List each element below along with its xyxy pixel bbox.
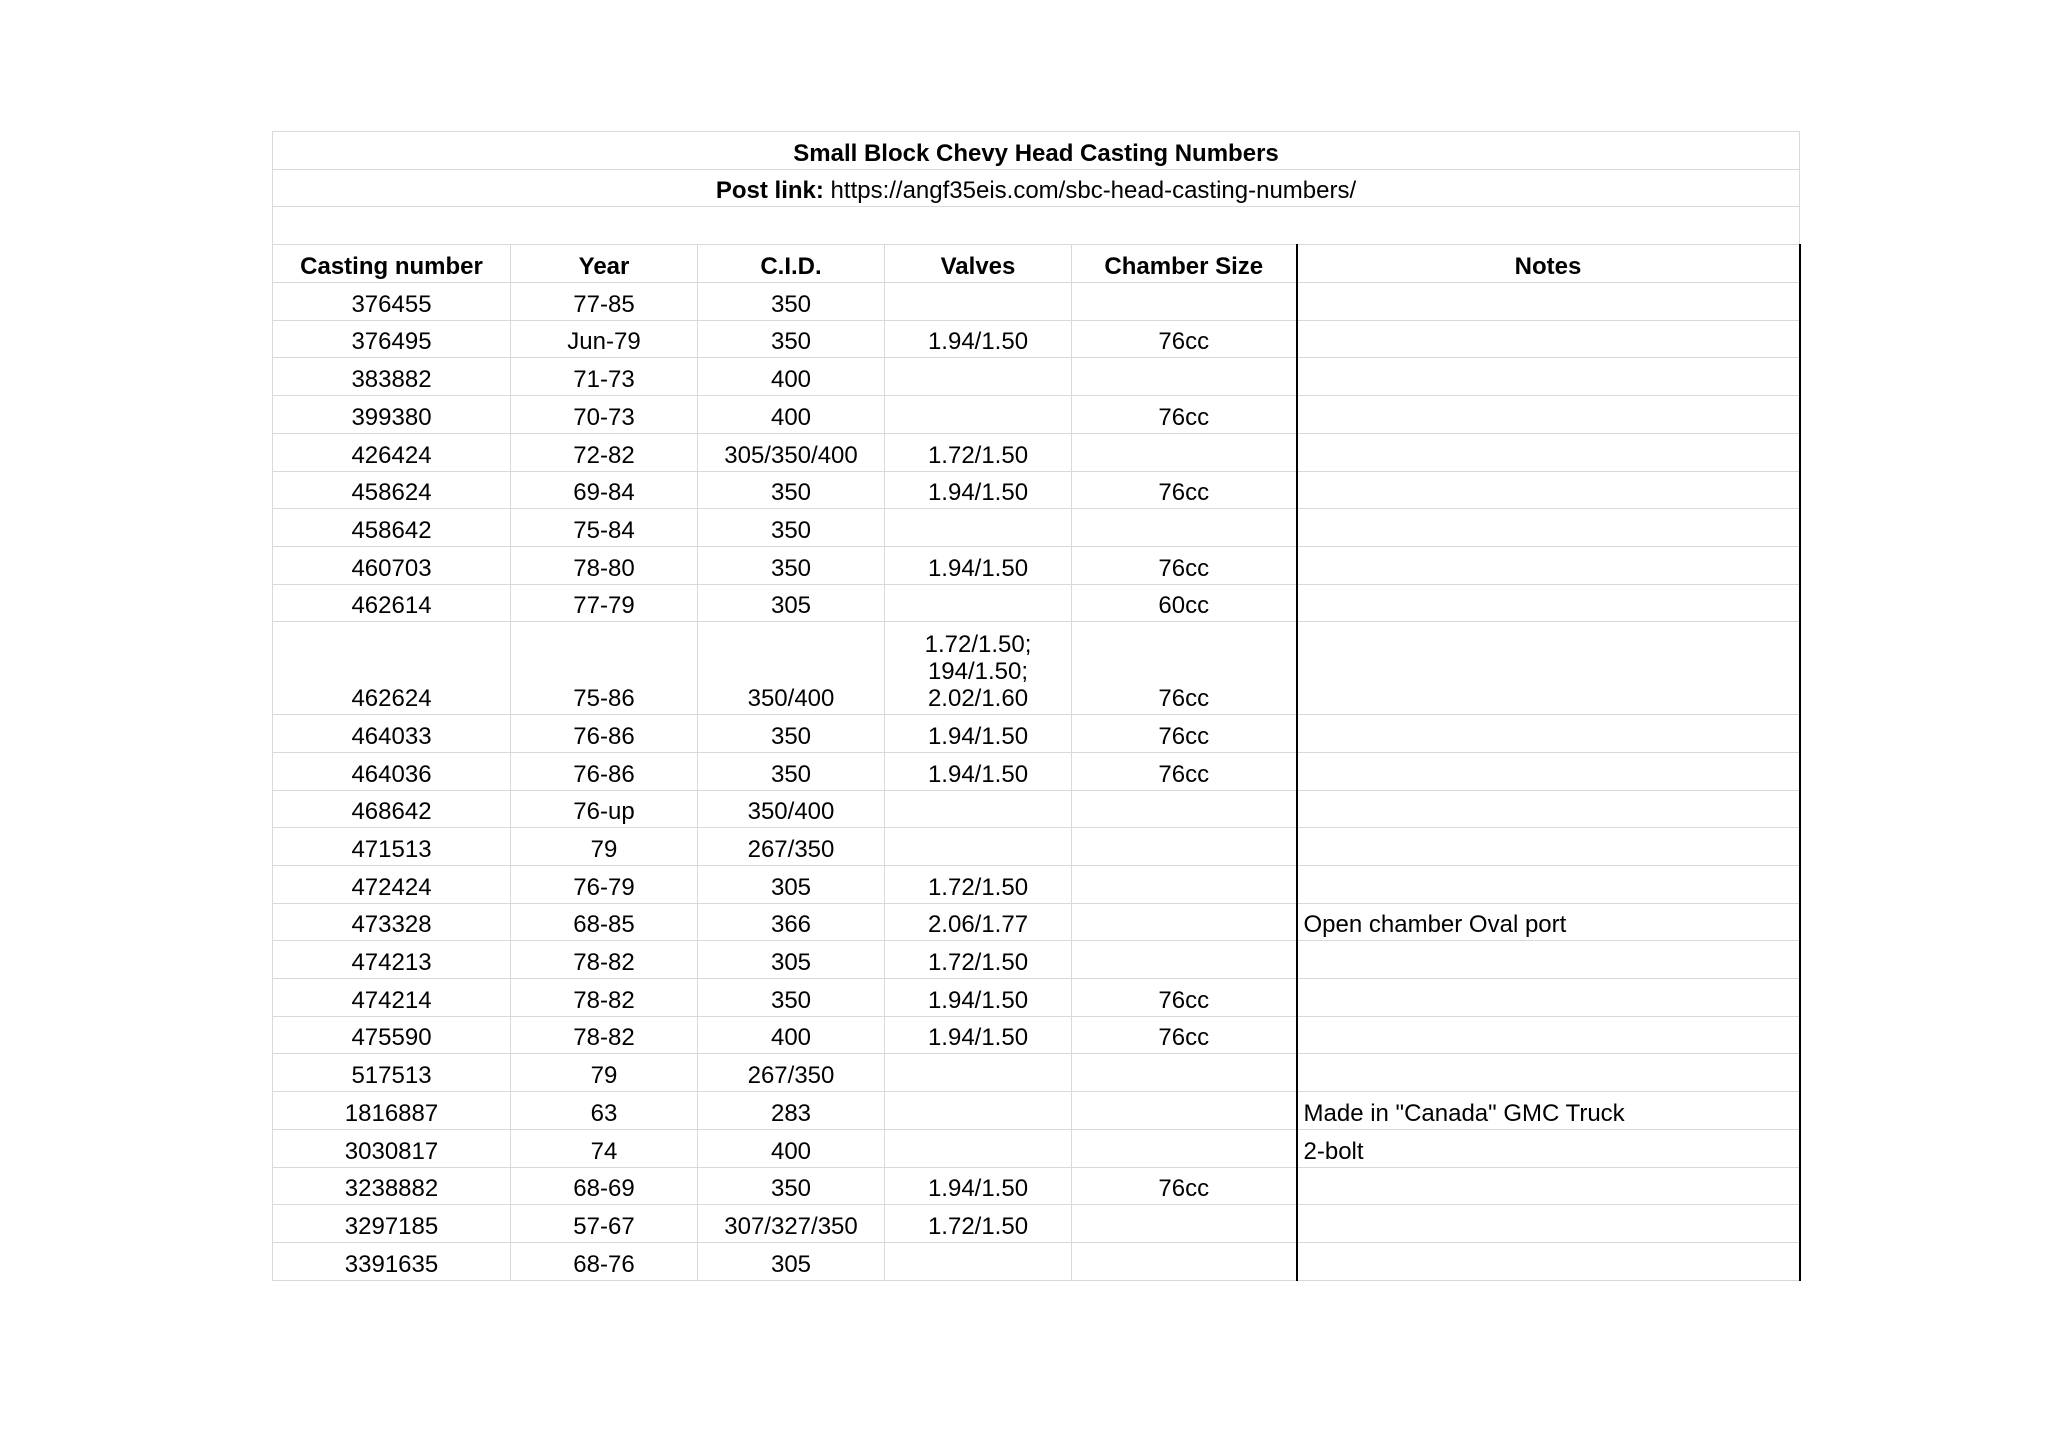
casting-number-cell: 399380 xyxy=(273,396,511,434)
cid-cell: 400 xyxy=(698,1129,885,1167)
spacer-row xyxy=(273,207,1800,245)
valves-cell: 1.94/1.50 xyxy=(885,1167,1072,1205)
chamber-size-cell xyxy=(1072,866,1297,904)
casting-number-cell: 376495 xyxy=(273,320,511,358)
post-link-label: Post link: xyxy=(715,177,824,205)
cid-cell: 400 xyxy=(698,396,885,434)
casting-number-cell: 474214 xyxy=(273,979,511,1017)
year-cell: 78-80 xyxy=(511,546,698,584)
cid-cell: 305 xyxy=(698,1242,885,1280)
notes-cell xyxy=(1297,979,1800,1017)
valves-cell: 1.72/1.50 xyxy=(885,433,1072,471)
cid-cell: 350 xyxy=(698,546,885,584)
chamber-size-cell xyxy=(1072,1129,1297,1167)
table-row xyxy=(273,1205,1800,1243)
cid-cell: 350 xyxy=(698,715,885,753)
casting-number-cell: 468642 xyxy=(273,790,511,828)
valves-cell: 1.94/1.50 xyxy=(885,471,1072,509)
notes-cell xyxy=(1297,358,1800,396)
post-link-row xyxy=(273,169,1800,207)
chamber-size-cell xyxy=(1072,1054,1297,1092)
year-cell: 70-73 xyxy=(511,396,698,434)
year-cell: 76-86 xyxy=(511,715,698,753)
casting-number-cell: 460703 xyxy=(273,546,511,584)
casting-number-cell: 464033 xyxy=(273,715,511,753)
title-row xyxy=(273,132,1800,170)
table-row xyxy=(273,509,1800,547)
valves-cell xyxy=(885,358,1072,396)
year-cell: 72-82 xyxy=(511,433,698,471)
cid-cell: 305 xyxy=(698,584,885,622)
year-cell: 79 xyxy=(511,828,698,866)
table-row xyxy=(273,433,1800,471)
cid-cell: 305/350/400 xyxy=(698,433,885,471)
table-row xyxy=(273,546,1800,584)
valves-cell: 1.72/1.50 xyxy=(885,941,1072,979)
sheet-title: Small Block Chevy Head Casting Numbers xyxy=(273,132,1800,170)
year-cell: 69-84 xyxy=(511,471,698,509)
year-cell: 76-up xyxy=(511,790,698,828)
year-cell: 76-79 xyxy=(511,866,698,904)
table-row xyxy=(273,790,1800,828)
chamber-size-cell: 76cc xyxy=(1072,752,1297,790)
cid-cell: 350 xyxy=(698,1167,885,1205)
year-cell: 68-76 xyxy=(511,1242,698,1280)
casting-number-cell: 3238882 xyxy=(273,1167,511,1205)
column-header: C.I.D. xyxy=(698,245,885,283)
year-cell: 75-84 xyxy=(511,509,698,547)
casting-number-cell: 472424 xyxy=(273,866,511,904)
cid-cell: 267/350 xyxy=(698,1054,885,1092)
notes-cell: Made in "Canada" GMC Truck xyxy=(1297,1092,1800,1130)
table-row xyxy=(273,622,1800,715)
chamber-size-cell: 76cc xyxy=(1072,1016,1297,1054)
notes-cell xyxy=(1297,1054,1800,1092)
table-row xyxy=(273,1092,1800,1130)
cid-cell: 350 xyxy=(698,509,885,547)
cid-cell: 350 xyxy=(698,320,885,358)
valves-cell: 1.94/1.50 xyxy=(885,320,1072,358)
year-cell: 74 xyxy=(511,1129,698,1167)
year-cell: 79 xyxy=(511,1054,698,1092)
table-row xyxy=(273,941,1800,979)
table-row xyxy=(273,1242,1800,1280)
year-cell: 71-73 xyxy=(511,358,698,396)
table-row xyxy=(273,866,1800,904)
post-link-url[interactable]: https://angf35eis.com/sbc-head-casting-numbers/ xyxy=(830,177,1357,205)
table-row xyxy=(273,979,1800,1017)
cid-cell: 350 xyxy=(698,471,885,509)
valves-cell: 1.94/1.50 xyxy=(885,715,1072,753)
casting-number-cell: 475590 xyxy=(273,1016,511,1054)
chamber-size-cell xyxy=(1072,790,1297,828)
table-row xyxy=(273,1016,1800,1054)
cid-cell: 283 xyxy=(698,1092,885,1130)
year-cell: 78-82 xyxy=(511,941,698,979)
column-header: Casting number xyxy=(273,245,511,283)
casting-number-cell: 464036 xyxy=(273,752,511,790)
table-row xyxy=(273,828,1800,866)
year-cell: 57-67 xyxy=(511,1205,698,1243)
casting-number-cell: 426424 xyxy=(273,433,511,471)
year-cell: 68-85 xyxy=(511,903,698,941)
year-cell: 77-79 xyxy=(511,584,698,622)
cid-cell: 350/400 xyxy=(698,790,885,828)
valves-cell xyxy=(885,396,1072,434)
year-cell: Jun-79 xyxy=(511,320,698,358)
year-cell: 75-86 xyxy=(511,622,698,715)
chamber-size-cell xyxy=(1072,828,1297,866)
table-row xyxy=(273,320,1800,358)
casting-number-cell: 3297185 xyxy=(273,1205,511,1243)
table-row xyxy=(273,283,1800,321)
notes-cell: 2-bolt xyxy=(1297,1129,1800,1167)
cid-cell: 350 xyxy=(698,979,885,1017)
cid-cell: 267/350 xyxy=(698,828,885,866)
cid-cell: 400 xyxy=(698,1016,885,1054)
table-row xyxy=(273,584,1800,622)
spacer-cell xyxy=(273,207,1800,245)
notes-cell xyxy=(1297,433,1800,471)
year-cell: 78-82 xyxy=(511,1016,698,1054)
chamber-size-cell: 76cc xyxy=(1072,320,1297,358)
notes-cell xyxy=(1297,546,1800,584)
header-row xyxy=(273,245,1800,283)
casting-number-cell: 3030817 xyxy=(273,1129,511,1167)
chamber-size-cell: 60cc xyxy=(1072,584,1297,622)
cid-cell: 305 xyxy=(698,941,885,979)
casting-number-cell: 376455 xyxy=(273,283,511,321)
table-row xyxy=(273,903,1800,941)
casting-number-cell: 462624 xyxy=(273,622,511,715)
valves-cell: 1.94/1.50 xyxy=(885,546,1072,584)
valves-cell: 2.06/1.77 xyxy=(885,903,1072,941)
chamber-size-cell: 76cc xyxy=(1072,979,1297,1017)
valves-cell xyxy=(885,790,1072,828)
notes-cell xyxy=(1297,320,1800,358)
notes-cell xyxy=(1297,584,1800,622)
casting-numbers-table xyxy=(272,131,1801,1281)
column-header: Chamber Size xyxy=(1072,245,1297,283)
table-row xyxy=(273,715,1800,753)
casting-number-cell: 383882 xyxy=(273,358,511,396)
valves-cell xyxy=(885,828,1072,866)
column-header: Year xyxy=(511,245,698,283)
chamber-size-cell xyxy=(1072,903,1297,941)
casting-number-cell: 458624 xyxy=(273,471,511,509)
casting-number-cell: 462614 xyxy=(273,584,511,622)
table-row xyxy=(273,1129,1800,1167)
casting-number-cell: 473328 xyxy=(273,903,511,941)
chamber-size-cell xyxy=(1072,1092,1297,1130)
table-row xyxy=(273,752,1800,790)
chamber-size-cell: 76cc xyxy=(1072,396,1297,434)
table-row xyxy=(273,1054,1800,1092)
cid-cell: 366 xyxy=(698,903,885,941)
valves-cell: 1.94/1.50 xyxy=(885,1016,1072,1054)
valves-cell: 1.94/1.50 xyxy=(885,979,1072,1017)
post-link-cell xyxy=(273,169,1800,207)
casting-number-cell: 3391635 xyxy=(273,1242,511,1280)
chamber-size-cell: 76cc xyxy=(1072,546,1297,584)
chamber-size-cell: 76cc xyxy=(1072,471,1297,509)
notes-cell xyxy=(1297,828,1800,866)
casting-number-cell: 471513 xyxy=(273,828,511,866)
column-header: Valves xyxy=(885,245,1072,283)
casting-number-cell: 458642 xyxy=(273,509,511,547)
cid-cell: 350 xyxy=(698,752,885,790)
chamber-size-cell xyxy=(1072,509,1297,547)
notes-cell xyxy=(1297,1167,1800,1205)
table-row xyxy=(273,1167,1800,1205)
notes-cell xyxy=(1297,396,1800,434)
cid-cell: 305 xyxy=(698,866,885,904)
chamber-size-cell xyxy=(1072,283,1297,321)
cid-cell: 307/327/350 xyxy=(698,1205,885,1243)
valves-cell: 1.72/1.50; 194/1.50; 2.02/1.60 xyxy=(885,622,1072,715)
chamber-size-cell xyxy=(1072,941,1297,979)
notes-cell xyxy=(1297,471,1800,509)
chamber-size-cell xyxy=(1072,1205,1297,1243)
notes-cell xyxy=(1297,283,1800,321)
year-cell: 68-69 xyxy=(511,1167,698,1205)
chamber-size-cell: 76cc xyxy=(1072,1167,1297,1205)
table-row xyxy=(273,358,1800,396)
valves-cell: 1.94/1.50 xyxy=(885,752,1072,790)
notes-cell xyxy=(1297,1016,1800,1054)
notes-cell xyxy=(1297,1242,1800,1280)
valves-cell xyxy=(885,509,1072,547)
column-header: Notes xyxy=(1297,245,1800,283)
notes-cell xyxy=(1297,715,1800,753)
valves-cell xyxy=(885,1129,1072,1167)
chamber-size-cell xyxy=(1072,433,1297,471)
casting-number-cell: 517513 xyxy=(273,1054,511,1092)
notes-cell xyxy=(1297,790,1800,828)
valves-cell xyxy=(885,1092,1072,1130)
chamber-size-cell: 76cc xyxy=(1072,622,1297,715)
valves-cell: 1.72/1.50 xyxy=(885,1205,1072,1243)
chamber-size-cell: 76cc xyxy=(1072,715,1297,753)
year-cell: 77-85 xyxy=(511,283,698,321)
valves-cell: 1.72/1.50 xyxy=(885,866,1072,904)
valves-cell xyxy=(885,1242,1072,1280)
notes-cell xyxy=(1297,752,1800,790)
year-cell: 76-86 xyxy=(511,752,698,790)
notes-cell: Open chamber Oval port xyxy=(1297,903,1800,941)
notes-cell xyxy=(1297,509,1800,547)
valves-cell xyxy=(885,584,1072,622)
casting-number-cell: 474213 xyxy=(273,941,511,979)
notes-cell xyxy=(1297,866,1800,904)
cid-cell: 400 xyxy=(698,358,885,396)
notes-cell xyxy=(1297,941,1800,979)
chamber-size-cell xyxy=(1072,1242,1297,1280)
table-row xyxy=(273,396,1800,434)
valves-cell xyxy=(885,283,1072,321)
notes-cell xyxy=(1297,1205,1800,1243)
cid-cell: 350/400 xyxy=(698,622,885,715)
cid-cell: 350 xyxy=(698,283,885,321)
year-cell: 78-82 xyxy=(511,979,698,1017)
table-row xyxy=(273,471,1800,509)
chamber-size-cell xyxy=(1072,358,1297,396)
valves-cell xyxy=(885,1054,1072,1092)
year-cell: 63 xyxy=(511,1092,698,1130)
casting-number-cell: 1816887 xyxy=(273,1092,511,1130)
notes-cell xyxy=(1297,622,1800,715)
